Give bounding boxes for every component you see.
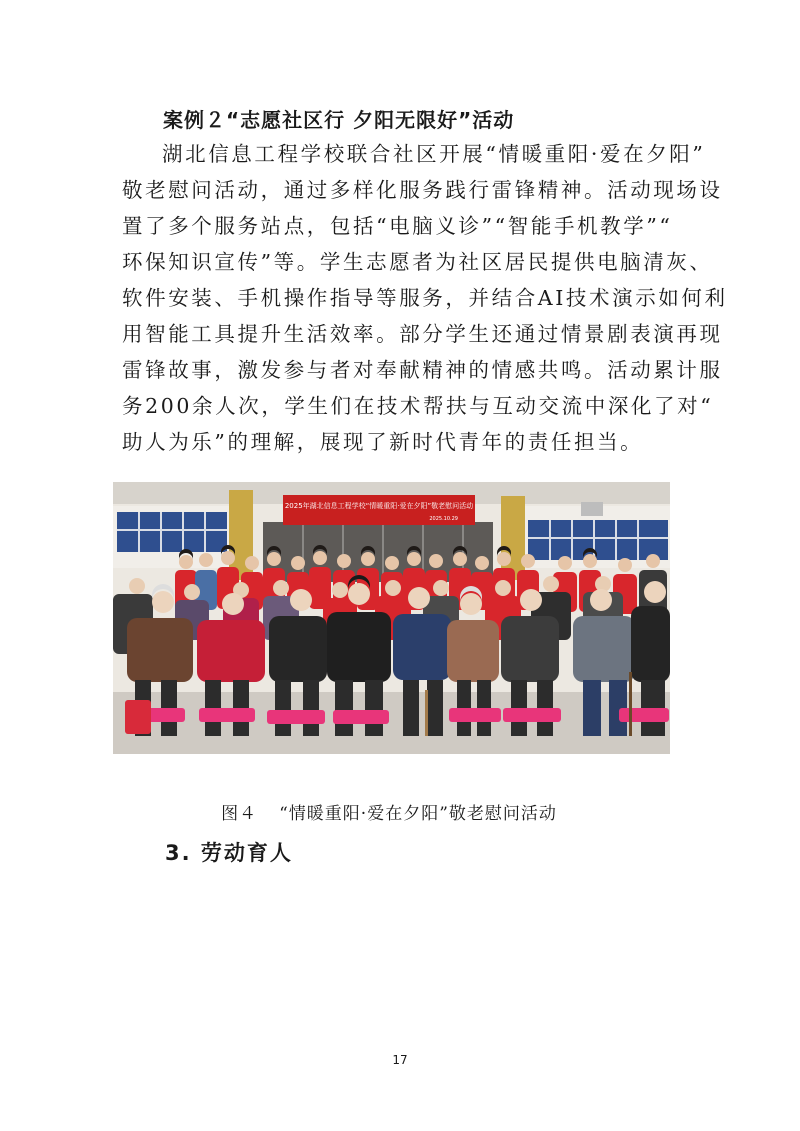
banner-date: 2025.10.29 <box>429 516 458 522</box>
paragraph-line: 务200余人次，学生们在技术帮扶与互动交流中深化了对“ <box>122 394 714 418</box>
page-number: 17 <box>392 1053 408 1067</box>
group-photo <box>113 482 670 754</box>
group-photo-illustration <box>113 482 670 754</box>
paragraph-line: 环保知识宣传”等。学生志愿者为社区居民提供电脑清灰、 <box>122 250 713 274</box>
paragraph-line: 置了多个服务站点，包括“电脑义诊”“智能手机教学”“ <box>122 214 673 238</box>
paragraph-line: 软件安装、手机操作指导等服务，并结合AI技术演示如何利 <box>122 286 728 310</box>
figure-caption-text: “情暖重阳·爱在夕阳”敬老慰问活动 <box>279 804 557 824</box>
case-heading: 案例２“志愿社区行 夕阳无限好”活动 <box>163 108 515 132</box>
figure-caption <box>0 799 800 824</box>
paragraph-line: 助人为乐”的理解，展现了新时代青年的责任担当。 <box>122 430 644 454</box>
body-paragraph <box>122 136 728 460</box>
paragraph-line: 用智能工具提升生活效率。部分学生还通过情景剧表演再现 <box>122 322 723 346</box>
paragraph-line: 敬老慰问活动，通过多样化服务践行雷锋精神。活动现场设 <box>122 178 723 202</box>
section-heading: 3. 劳动育人 <box>165 841 293 865</box>
paragraph-line: 雷锋故事，激发参与者对奉献精神的情感共鸣。活动累计服 <box>122 358 723 382</box>
figure-label: 图４ <box>221 804 258 824</box>
banner-text: 2025年湖北信息工程学校“情暖重阳·爱在夕阳”敬老慰问活动 <box>284 502 474 510</box>
paragraph-line: 湖北信息工程学校联合社区开展“情暖重阳·爱在夕阳” <box>162 142 706 166</box>
